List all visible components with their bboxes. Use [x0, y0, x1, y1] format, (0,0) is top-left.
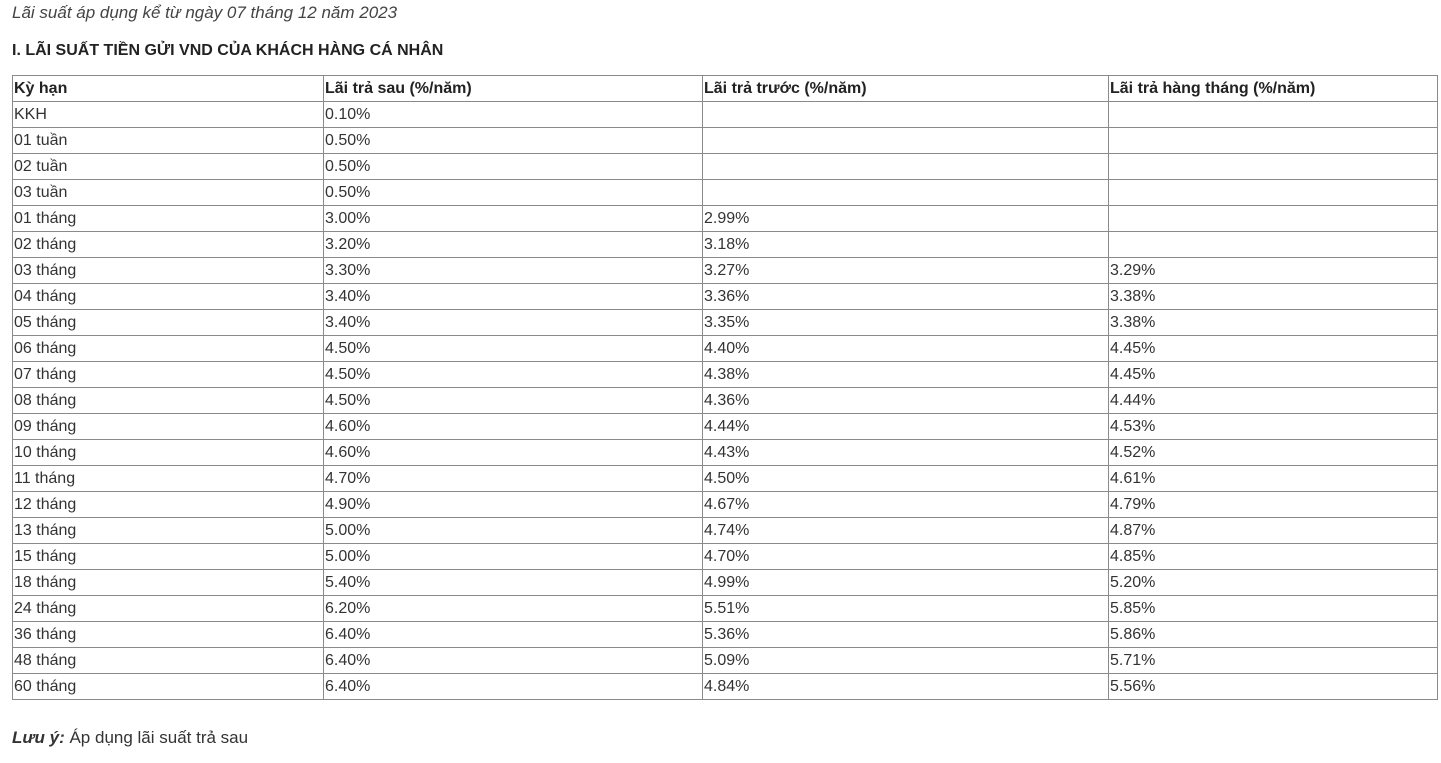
table-row	[13, 310, 1438, 336]
section-title: I. LÃI SUẤT TIỀN GỬI VND CỦA KHÁCH HÀNG CÁ NHÂN	[12, 42, 444, 59]
table-row	[13, 570, 1438, 596]
cell-rate-upfront	[703, 102, 1109, 128]
cell-rate-monthly: 4.53%	[1109, 414, 1438, 440]
table-row	[13, 232, 1438, 258]
cell-term: 24 tháng	[13, 596, 324, 622]
table-row	[13, 180, 1438, 206]
cell-rate-upfront	[703, 128, 1109, 154]
cell-rate-monthly	[1109, 232, 1438, 258]
cell-rate-end: 4.70%	[324, 466, 703, 492]
table-row	[13, 518, 1438, 544]
cell-rate-end: 4.60%	[324, 414, 703, 440]
cell-rate-end: 6.40%	[324, 622, 703, 648]
cell-rate-upfront: 4.40%	[703, 336, 1109, 362]
cell-rate-end: 4.50%	[324, 388, 703, 414]
cell-rate-upfront	[703, 154, 1109, 180]
cell-rate-monthly: 5.56%	[1109, 674, 1438, 700]
cell-rate-monthly: 5.71%	[1109, 648, 1438, 674]
cell-term: 02 tháng	[13, 232, 324, 258]
cell-rate-monthly: 5.20%	[1109, 570, 1438, 596]
table-row	[13, 388, 1438, 414]
cell-term: KKH	[13, 102, 324, 128]
effective-date-text: Lãi suất áp dụng kể từ ngày 07 tháng 12 năm 2023	[12, 3, 398, 22]
cell-rate-monthly	[1109, 102, 1438, 128]
cell-rate-upfront: 5.51%	[703, 596, 1109, 622]
cell-rate-upfront: 4.50%	[703, 466, 1109, 492]
cell-rate-end: 4.90%	[324, 492, 703, 518]
table-row	[13, 492, 1438, 518]
cell-term: 04 tháng	[13, 284, 324, 310]
cell-term: 06 tháng	[13, 336, 324, 362]
cell-rate-monthly: 4.87%	[1109, 518, 1438, 544]
cell-rate-upfront: 3.35%	[703, 310, 1109, 336]
cell-rate-monthly: 5.85%	[1109, 596, 1438, 622]
cell-rate-monthly	[1109, 128, 1438, 154]
cell-rate-end: 6.40%	[324, 648, 703, 674]
cell-rate-monthly: 4.44%	[1109, 388, 1438, 414]
table-header-row	[13, 76, 1438, 102]
header-interest-paid-upfront: Lãi trả trước (%/năm)	[703, 76, 1109, 102]
cell-rate-monthly	[1109, 154, 1438, 180]
cell-rate-upfront: 4.43%	[703, 440, 1109, 466]
cell-term: 60 tháng	[13, 674, 324, 700]
table-row	[13, 466, 1438, 492]
table-row	[13, 596, 1438, 622]
note-label: Lưu ý:	[12, 728, 65, 747]
cell-rate-monthly: 4.45%	[1109, 362, 1438, 388]
cell-term: 13 tháng	[13, 518, 324, 544]
cell-rate-end: 0.50%	[324, 180, 703, 206]
cell-term: 05 tháng	[13, 310, 324, 336]
table-row	[13, 206, 1438, 232]
table-row	[13, 622, 1438, 648]
cell-rate-monthly: 4.85%	[1109, 544, 1438, 570]
cell-rate-upfront: 3.36%	[703, 284, 1109, 310]
cell-rate-upfront: 4.74%	[703, 518, 1109, 544]
cell-rate-monthly: 4.79%	[1109, 492, 1438, 518]
cell-rate-upfront: 3.18%	[703, 232, 1109, 258]
cell-rate-upfront: 3.27%	[703, 258, 1109, 284]
cell-term: 36 tháng	[13, 622, 324, 648]
table-row	[13, 648, 1438, 674]
cell-rate-monthly	[1109, 180, 1438, 206]
note-text: Áp dụng lãi suất trả sau	[64, 728, 249, 747]
cell-rate-monthly: 3.38%	[1109, 284, 1438, 310]
cell-rate-monthly	[1109, 206, 1438, 232]
cell-rate-monthly: 3.38%	[1109, 310, 1438, 336]
table-row	[13, 128, 1438, 154]
cell-term: 01 tháng	[13, 206, 324, 232]
cell-rate-upfront	[703, 180, 1109, 206]
header-interest-paid-monthly: Lãi trả hàng tháng (%/năm)	[1109, 76, 1438, 102]
cell-rate-upfront: 4.38%	[703, 362, 1109, 388]
header-interest-paid-at-end: Lãi trả sau (%/năm)	[324, 76, 703, 102]
cell-rate-upfront: 4.70%	[703, 544, 1109, 570]
cell-term: 09 tháng	[13, 414, 324, 440]
table-row	[13, 440, 1438, 466]
cell-term: 08 tháng	[13, 388, 324, 414]
cell-rate-monthly: 4.45%	[1109, 336, 1438, 362]
cell-rate-monthly: 3.29%	[1109, 258, 1438, 284]
cell-rate-end: 4.50%	[324, 362, 703, 388]
cell-rate-upfront: 4.67%	[703, 492, 1109, 518]
cell-rate-upfront: 4.84%	[703, 674, 1109, 700]
cell-term: 03 tuần	[13, 180, 324, 206]
cell-term: 02 tuần	[13, 154, 324, 180]
cell-rate-monthly: 4.52%	[1109, 440, 1438, 466]
cell-rate-end: 4.50%	[324, 336, 703, 362]
cell-rate-upfront: 5.09%	[703, 648, 1109, 674]
table-row	[13, 154, 1438, 180]
table-row	[13, 414, 1438, 440]
cell-rate-end: 5.00%	[324, 518, 703, 544]
cell-rate-end: 3.40%	[324, 284, 703, 310]
cell-rate-upfront: 2.99%	[703, 206, 1109, 232]
cell-rate-upfront: 4.36%	[703, 388, 1109, 414]
table-row	[13, 674, 1438, 700]
table-row	[13, 102, 1438, 128]
header-term: Kỳ hạn	[13, 76, 324, 102]
cell-rate-end: 5.00%	[324, 544, 703, 570]
interest-rate-table	[12, 75, 1438, 700]
cell-rate-end: 0.50%	[324, 154, 703, 180]
cell-rate-end: 0.50%	[324, 128, 703, 154]
table-row	[13, 258, 1438, 284]
cell-rate-end: 6.20%	[324, 596, 703, 622]
cell-term: 07 tháng	[13, 362, 324, 388]
table-row	[13, 544, 1438, 570]
cell-term: 01 tuần	[13, 128, 324, 154]
cell-rate-upfront: 4.99%	[703, 570, 1109, 596]
cell-rate-end: 4.60%	[324, 440, 703, 466]
cell-rate-monthly: 4.61%	[1109, 466, 1438, 492]
cell-term: 48 tháng	[13, 648, 324, 674]
note	[12, 727, 248, 749]
cell-rate-monthly: 5.86%	[1109, 622, 1438, 648]
cell-term: 03 tháng	[13, 258, 324, 284]
table-row	[13, 362, 1438, 388]
cell-rate-end: 0.10%	[324, 102, 703, 128]
cell-rate-upfront: 4.44%	[703, 414, 1109, 440]
cell-term: 10 tháng	[13, 440, 324, 466]
cell-rate-end: 5.40%	[324, 570, 703, 596]
cell-rate-end: 3.30%	[324, 258, 703, 284]
cell-rate-end: 6.40%	[324, 674, 703, 700]
cell-term: 12 tháng	[13, 492, 324, 518]
cell-rate-end: 3.00%	[324, 206, 703, 232]
cell-rate-end: 3.20%	[324, 232, 703, 258]
cell-term: 11 tháng	[13, 466, 324, 492]
cell-term: 18 tháng	[13, 570, 324, 596]
cell-rate-upfront: 5.36%	[703, 622, 1109, 648]
table-row	[13, 284, 1438, 310]
cell-rate-end: 3.40%	[324, 310, 703, 336]
cell-term: 15 tháng	[13, 544, 324, 570]
table-row	[13, 336, 1438, 362]
